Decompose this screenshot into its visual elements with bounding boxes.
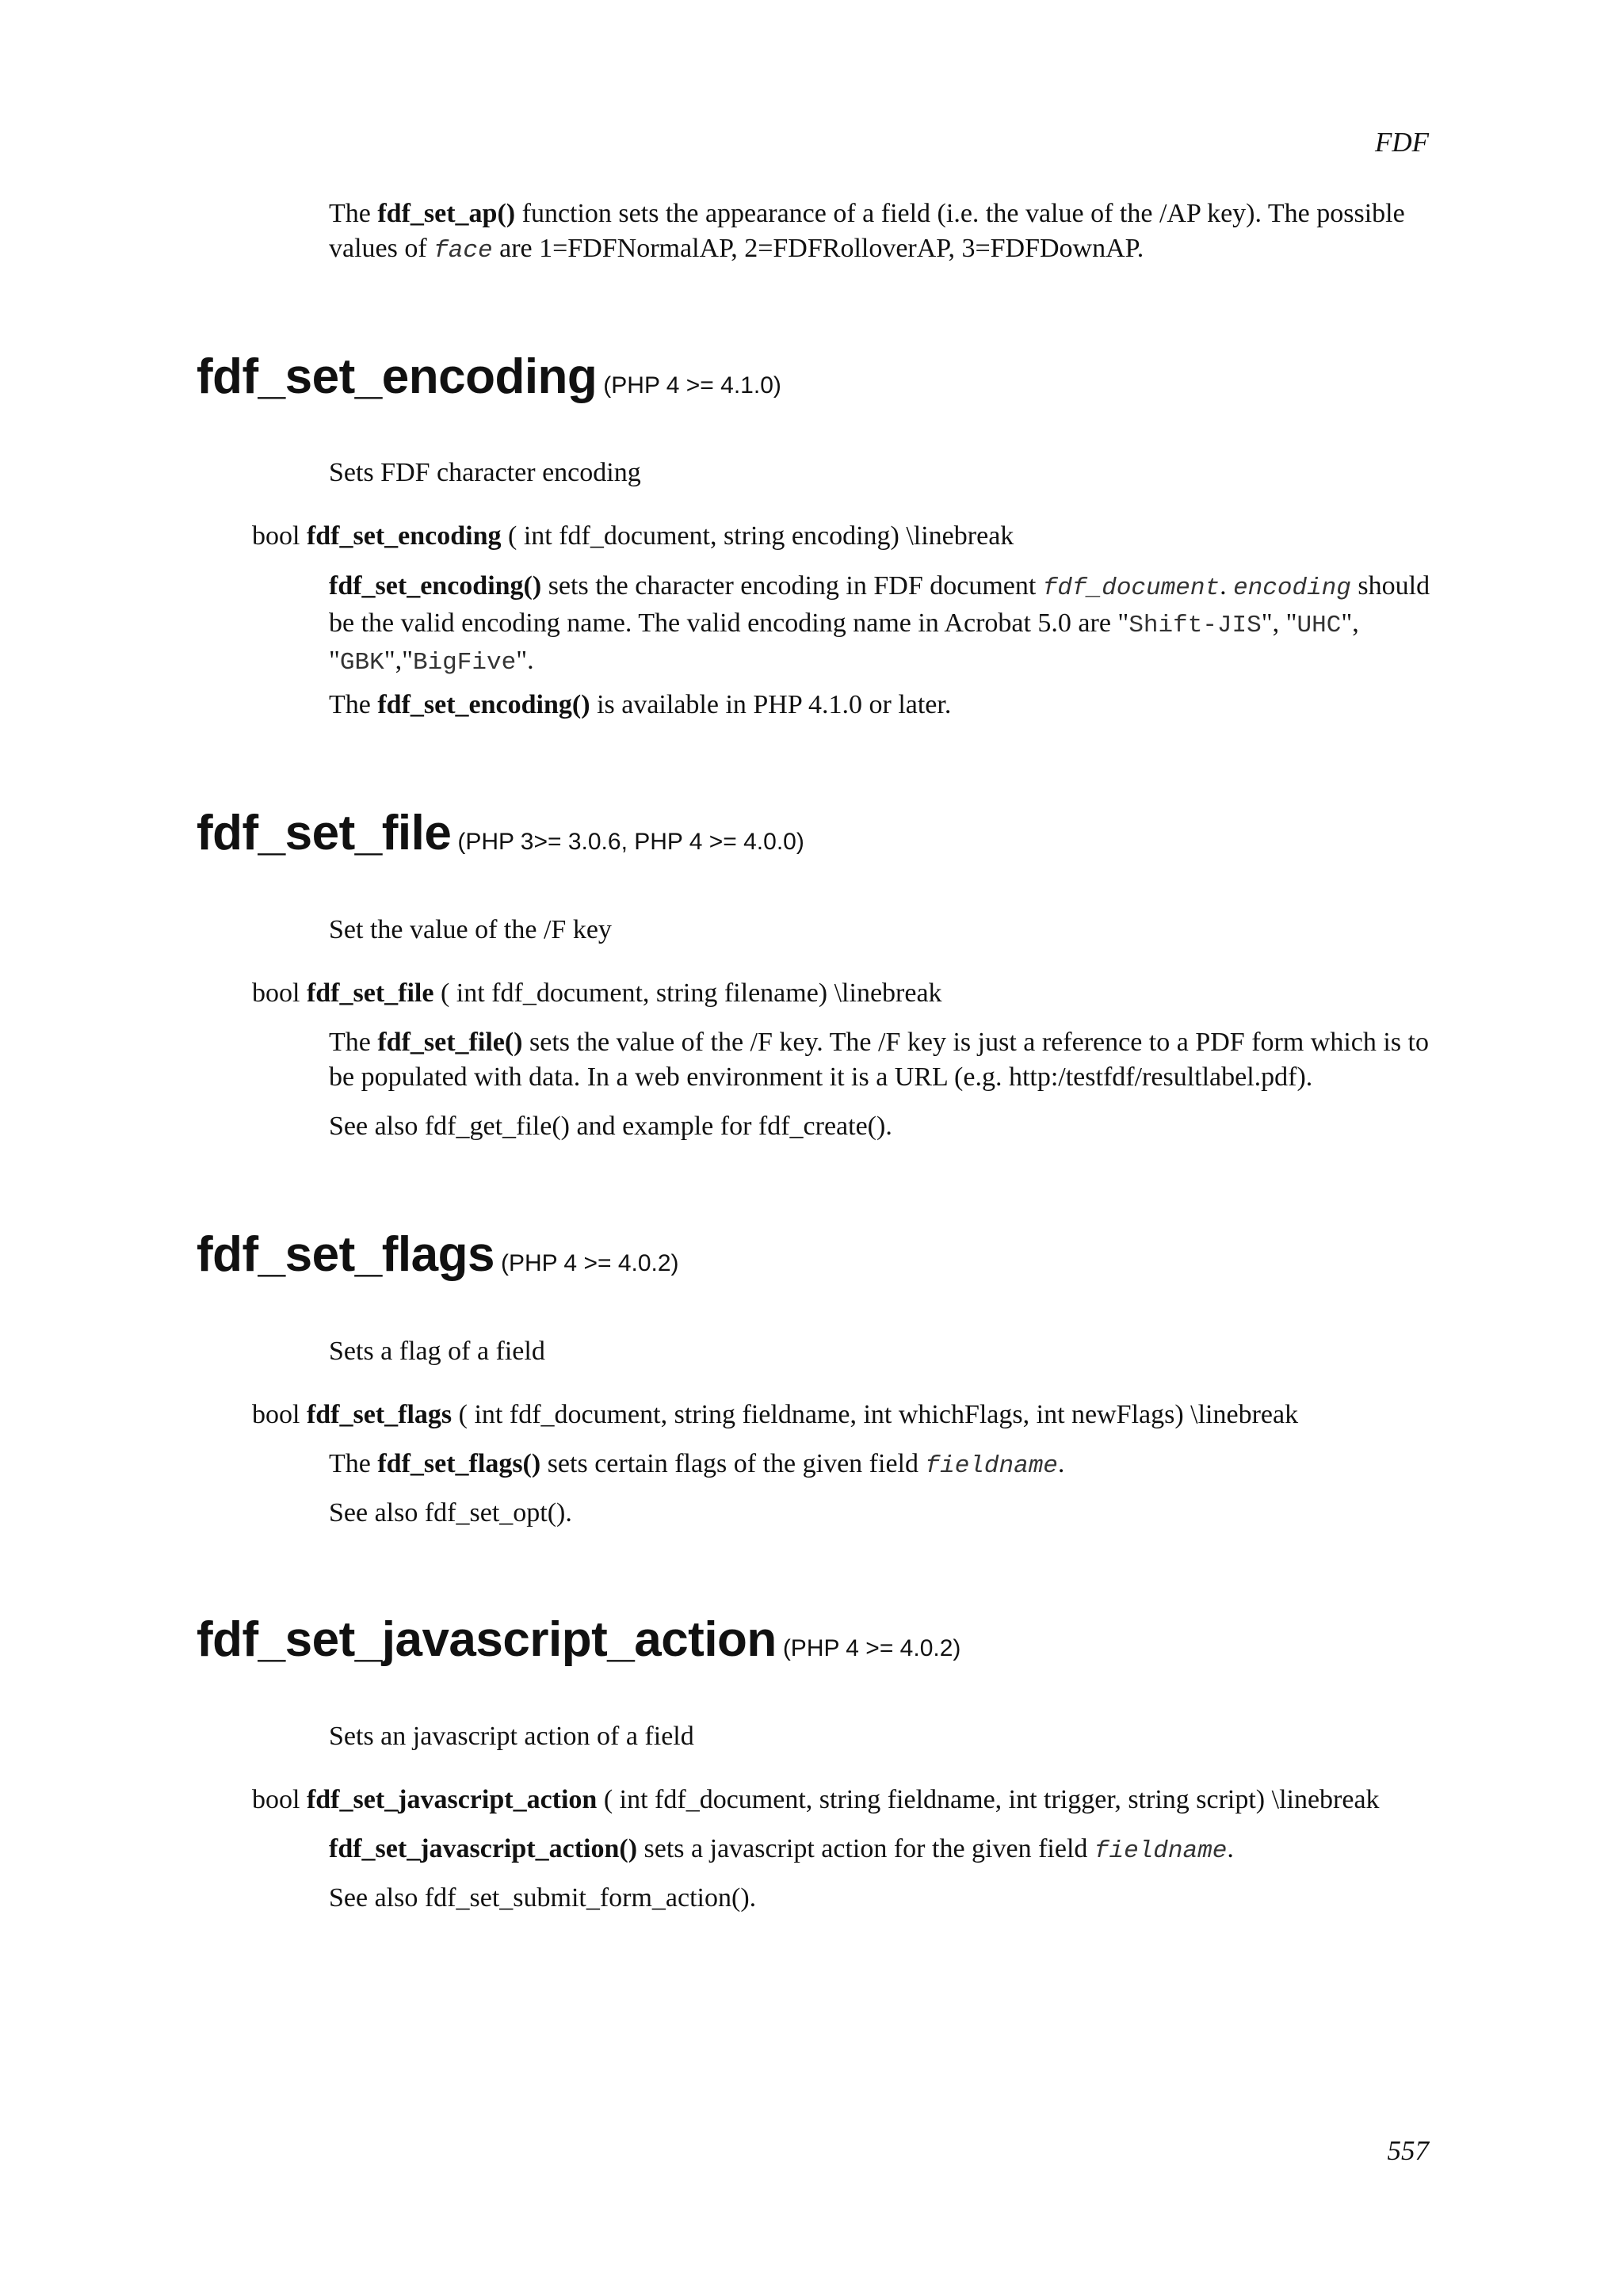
function-signature bbox=[252, 519, 1441, 554]
section-heading-fdf-set-file bbox=[197, 805, 804, 861]
purpose-text: Sets a flag of a field bbox=[329, 1337, 545, 1366]
function-name: fdf_set_encoding() bbox=[329, 571, 542, 601]
function-name: fdf_set_file() bbox=[377, 1028, 523, 1057]
availability-paragraph bbox=[329, 688, 1430, 723]
function-name: fdf_set_javascript_action bbox=[306, 1785, 598, 1814]
text: "," bbox=[384, 646, 413, 675]
description-paragraph bbox=[329, 1832, 1430, 1869]
return-type: bool bbox=[252, 1400, 307, 1429]
function-name: fdf_set_flags() bbox=[377, 1449, 541, 1478]
parameter-name: fieldname bbox=[1094, 1837, 1228, 1865]
text: sets the character encoding in FDF document bbox=[541, 571, 1043, 601]
arguments: ( int fdf_document, string fieldname, int whichFlags, int newFlags) \linebreak bbox=[452, 1400, 1299, 1429]
text: ". bbox=[516, 646, 534, 675]
function-title: fdf_set_javascript_action bbox=[197, 1612, 777, 1667]
text: should be the valid encoding name. The valid encoding name in Acrobat 5.0 are " bbox=[329, 571, 1430, 638]
text: The bbox=[329, 1449, 378, 1478]
text: sets the value of the /F key. The /F key is just a reference to a PDF form which is to be populated with data. In a web environment it is a URL (e.g. http:/testfdf/resultlabel.pdf). bbox=[329, 1028, 1429, 1092]
php-version: (PHP 3>= 3.0.6, PHP 4 >= 4.0.0) bbox=[457, 829, 804, 855]
text: The bbox=[329, 199, 378, 228]
description-paragraph bbox=[329, 569, 1430, 681]
function-title: fdf_set_flags bbox=[197, 1227, 495, 1282]
function-name: fdf_set_javascript_action() bbox=[329, 1834, 638, 1863]
see-also-paragraph: See also fdf_get_file() and example for fdf_create(). bbox=[329, 1112, 892, 1141]
text: function sets the appearance of a field (i.e. the value of the /AP key). The possible values of bbox=[329, 199, 1405, 263]
literal-value: BigFive bbox=[412, 649, 517, 677]
purpose-text: Set the value of the /F key bbox=[329, 915, 612, 944]
running-header-title: FDF bbox=[1374, 127, 1429, 158]
text: ", " bbox=[1261, 608, 1297, 638]
page-number: 557 bbox=[1387, 2135, 1429, 2166]
function-name: fdf_set_encoding bbox=[306, 521, 502, 551]
function-signature bbox=[252, 1398, 1441, 1432]
return-type: bool bbox=[252, 978, 307, 1008]
description-paragraph bbox=[329, 1447, 1430, 1484]
section-heading-fdf-set-encoding bbox=[197, 349, 781, 405]
php-version: (PHP 4 >= 4.0.2) bbox=[782, 1635, 961, 1661]
literal-value: Shift-JIS bbox=[1128, 612, 1262, 639]
function-name: fdf_set_ap() bbox=[377, 199, 516, 228]
return-type: bool bbox=[252, 1785, 307, 1814]
see-also-paragraph: See also fdf_set_submit_form_action(). bbox=[329, 1883, 757, 1913]
parameter-name: face bbox=[433, 237, 493, 265]
parameter-name: fdf_document bbox=[1042, 574, 1220, 602]
see-also-paragraph: See also fdf_set_opt(). bbox=[329, 1498, 572, 1527]
php-version: (PHP 4 >= 4.1.0) bbox=[603, 372, 781, 399]
parameter-name: fieldname bbox=[925, 1452, 1058, 1480]
function-name: fdf_set_encoding() bbox=[377, 690, 590, 719]
intro-paragraph bbox=[329, 196, 1430, 269]
text: The bbox=[329, 1028, 378, 1057]
purpose-text: Sets FDF character encoding bbox=[329, 458, 641, 487]
literal-value: GBK bbox=[339, 649, 384, 677]
text: . bbox=[1057, 1449, 1065, 1478]
text: is available in PHP 4.1.0 or later. bbox=[590, 690, 952, 719]
function-name: fdf_set_file bbox=[306, 978, 434, 1008]
text: sets a javascript action for the given field bbox=[637, 1834, 1094, 1863]
arguments: ( int fdf_document, string encoding) \linebreak bbox=[501, 521, 1014, 551]
arguments: ( int fdf_document, string fieldname, int trigger, string script) \linebreak bbox=[597, 1785, 1380, 1814]
function-title: fdf_set_encoding bbox=[197, 349, 598, 404]
description-paragraph bbox=[329, 1025, 1430, 1095]
text: The bbox=[329, 690, 378, 719]
text: . bbox=[1220, 571, 1234, 601]
function-signature bbox=[252, 976, 1441, 1011]
php-version: (PHP 4 >= 4.0.2) bbox=[500, 1250, 679, 1276]
literal-value: UHC bbox=[1296, 612, 1342, 639]
arguments: ( int fdf_document, string filename) \linebreak bbox=[433, 978, 942, 1008]
text: . bbox=[1227, 1834, 1234, 1863]
section-heading-fdf-set-javascript-action bbox=[197, 1611, 960, 1668]
function-signature bbox=[252, 1783, 1441, 1817]
text: ", " bbox=[329, 608, 1359, 675]
section-heading-fdf-set-flags bbox=[197, 1226, 679, 1283]
text: sets certain flags of the given field bbox=[540, 1449, 926, 1478]
return-type: bool bbox=[252, 521, 307, 551]
text: are 1=FDFNormalAP, 2=FDFRolloverAP, 3=FDFDownAP. bbox=[492, 234, 1144, 263]
purpose-text: Sets an javascript action of a field bbox=[329, 1722, 694, 1751]
function-name: fdf_set_flags bbox=[306, 1400, 453, 1429]
function-title: fdf_set_file bbox=[197, 806, 452, 860]
parameter-name: encoding bbox=[1233, 574, 1351, 602]
